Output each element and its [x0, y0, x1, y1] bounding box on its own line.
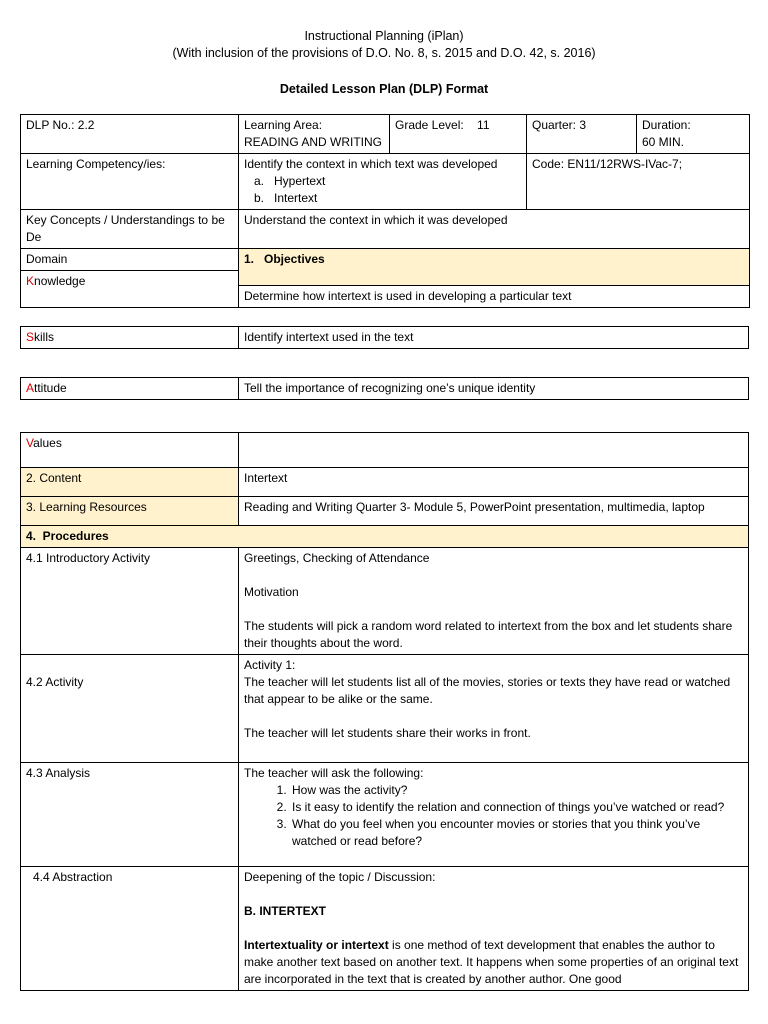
knowledge-text-cell	[239, 286, 750, 308]
resources-label: 3. Learning Resources	[26, 500, 147, 514]
skills-label: kills	[34, 330, 55, 344]
document-title: Instructional Planning (iPlan)	[304, 29, 464, 43]
values-initial: V	[26, 436, 34, 450]
grade-level-cell	[390, 115, 527, 154]
dlp-no: DLP No.: 2.2	[26, 118, 95, 132]
activity-label-cell	[21, 655, 239, 763]
resources-text: Reading and Writing Quarter 3- Module 5, PowerPoint presentation, multimedia, laptop	[244, 500, 705, 514]
competency-item: b. Intertext	[254, 191, 318, 205]
activity-title: Activity 1:	[244, 658, 296, 672]
content-text-cell	[239, 468, 749, 497]
abstraction-text: is one method of text development that enables the author to make another text based on another text. It happens when some properties of an original text are incorporated in the text that is created by another author. One good	[244, 938, 739, 986]
procedures-table	[20, 432, 749, 991]
competency-text: Identify the context in which text was developed	[244, 157, 498, 171]
abstraction-intro: Deepening of the topic / Discussion:	[244, 870, 436, 884]
attitude-text: Tell the importance of recognizing one’s unique identity	[244, 381, 536, 395]
skills-label-cell	[21, 327, 239, 349]
analysis-intro: The teacher will ask the following:	[244, 766, 424, 780]
competency-text-cell	[239, 154, 527, 210]
analysis-question: 2. Is it easy to identify the relation and connection of things you’ve watched or read?	[290, 799, 743, 816]
procedures-heading-cell	[21, 526, 749, 548]
grade-level: Grade Level: 11	[395, 118, 490, 132]
competency-item: a. Hypertext	[254, 174, 326, 188]
intro-label-cell	[21, 548, 239, 655]
skills-text-cell	[239, 327, 749, 349]
duration-value: 60 MIN.	[642, 135, 685, 149]
lesson-info-table	[20, 114, 750, 308]
skills-table	[20, 326, 749, 349]
learning-area-value: READING AND WRITING	[244, 135, 383, 149]
knowledge-label: nowledge	[34, 274, 86, 288]
attitude-label: ttitude	[34, 381, 67, 395]
values-label-cell	[21, 433, 239, 468]
attitude-label-cell	[21, 378, 239, 400]
objectives-heading: 1. Objectives	[244, 252, 325, 266]
abstraction-term: Intertextuality or intertext	[244, 938, 389, 952]
competency-label-cell	[21, 154, 239, 210]
procedures-heading: 4. Procedures	[26, 529, 109, 543]
intro-greeting: Greetings, Checking of Attendance	[244, 551, 430, 565]
analysis-question: 3. What do you feel when you encounter movies or stories that you think you’ve watched or read before?	[290, 816, 743, 850]
key-concepts-label-cell	[21, 210, 239, 249]
duration-label: Duration:	[642, 118, 691, 132]
content-text: Intertext	[244, 471, 288, 485]
knowledge-text: Determine how intertext is used in developing a particular text	[244, 289, 572, 303]
format-title: Detailed Lesson Plan (DLP) Format	[279, 82, 489, 96]
abstraction-text-cell	[239, 867, 749, 991]
abstraction-label-cell	[21, 867, 239, 991]
analysis-text-cell	[239, 763, 749, 867]
competency-list	[244, 173, 521, 207]
analysis-questions	[244, 782, 743, 850]
learning-area-label: Learning Area:	[244, 118, 323, 132]
activity-text-cell	[239, 655, 749, 763]
analysis-question: 1. How was the activity?	[290, 782, 743, 799]
attitude-table	[20, 377, 749, 400]
resources-label-cell	[21, 497, 239, 526]
attitude-text-cell	[239, 378, 749, 400]
intro-label: 4.1 Introductory Activity	[26, 551, 151, 565]
domain-label-cell	[21, 249, 239, 271]
objectives-cell	[239, 249, 750, 286]
key-concepts-text-cell	[239, 210, 750, 249]
code-cell	[527, 154, 750, 210]
learning-area-cell	[239, 115, 390, 154]
activity-label: 4.2 Activity	[26, 675, 84, 689]
quarter-cell	[527, 115, 637, 154]
abstraction-label: 4.4 Abstraction	[33, 870, 113, 884]
competency-label: Learning Competency/ies:	[26, 157, 166, 171]
key-concepts-label: Key Concepts / Understandings to be De	[26, 213, 225, 244]
resources-text-cell	[239, 497, 749, 526]
intro-motivation: Motivation	[244, 585, 299, 599]
content-label: 2. Content	[26, 471, 82, 485]
document-subtitle: (With inclusion of the provisions of D.O. No. 8, s. 2015 and D.O. 42, s. 2016)	[172, 46, 596, 60]
competency-code: Code: EN11/12RWS-IVac-7;	[532, 157, 683, 171]
knowledge-initial: K	[26, 274, 35, 288]
skills-text: Identify intertext used in the text	[244, 330, 414, 344]
attitude-initial: A	[26, 381, 35, 395]
intro-text: The students will pick a random word related to intertext from the box and let students share their thoughts about the word.	[244, 619, 733, 650]
skills-initial: S	[26, 330, 35, 344]
values-label: alues	[33, 436, 62, 450]
key-concepts-text: Understand the context in which it was developed	[244, 213, 508, 227]
activity-text-2: The teacher will let students share their works in front.	[244, 726, 531, 740]
analysis-label-cell	[21, 763, 239, 867]
values-text-cell	[239, 433, 749, 468]
dlp-no-cell	[21, 115, 239, 154]
abstraction-paragraph	[244, 937, 743, 988]
quarter: Quarter: 3	[532, 118, 587, 132]
duration-cell	[637, 115, 750, 154]
domain-label: Domain	[26, 252, 68, 266]
intro-text-cell	[239, 548, 749, 655]
activity-text-1: The teacher will let students list all of the movies, stories or texts they have read or watched that appear to be alike or the same.	[244, 675, 731, 706]
abstraction-heading: B. INTERTEXT	[244, 904, 327, 918]
content-label-cell	[21, 468, 239, 497]
knowledge-label-cell	[21, 271, 239, 308]
analysis-label: 4.3 Analysis	[26, 766, 91, 780]
